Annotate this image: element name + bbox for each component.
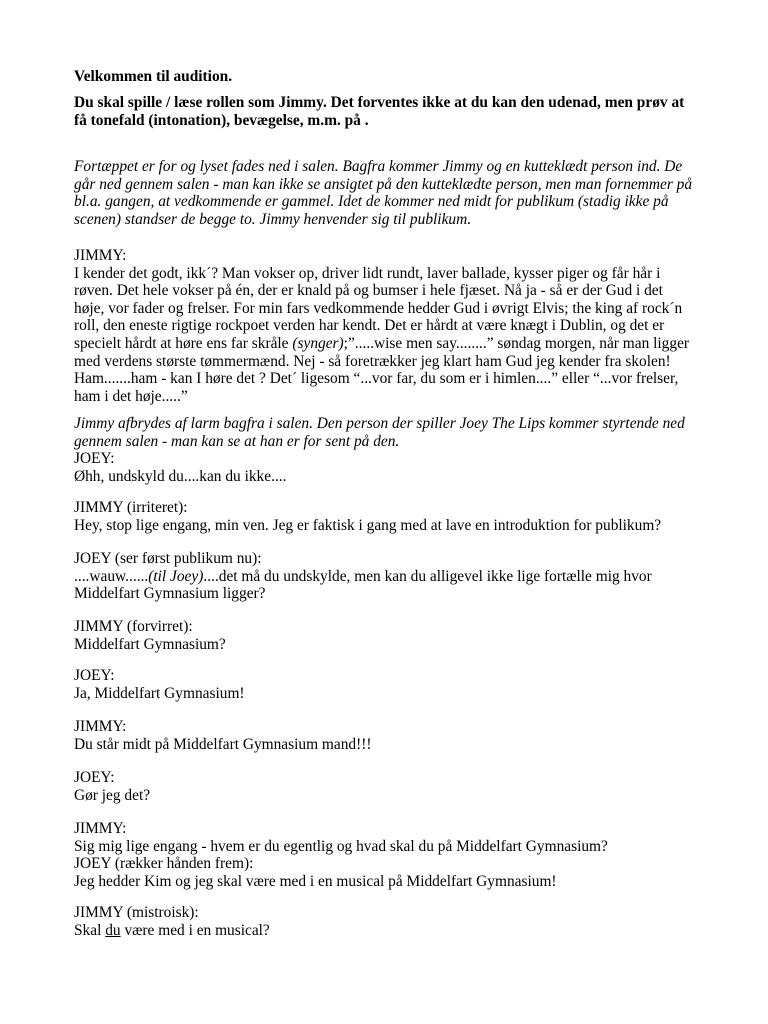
dialogue-block [74, 550, 714, 603]
dialogue-block [74, 667, 714, 702]
dialogue-block [74, 769, 714, 804]
dialogue-line [74, 568, 714, 586]
dialogue-line: Du står midt på Middelfart Gymnasium mand!!! [74, 735, 372, 753]
dialogue-block [74, 820, 714, 890]
dialogue-line: Gør jeg det? [74, 786, 151, 804]
text-run: ;”.....wise men say........” søndag morgen, når man ligger [343, 334, 690, 352]
text-run: Skal [74, 921, 106, 939]
dialogue-line: røven. Det hele vokser på én, der er knald på og bumser i hele fjæset. Nå ja - så er der Gud i det [74, 282, 663, 300]
dialogue-line: Ham.......ham - kan I høre det ? Det´ ligesom “...vor far, du som er i himlen....” eller “...vor frelser, [74, 370, 679, 388]
emphasis-underline: du [105, 921, 121, 939]
stage-direction-line: Fortæppet er for og lyset fades ned i salen. Bagfra kommer Jimmy og en kutteklædt person ind. De [74, 158, 683, 175]
stage-direction-line: bl.a. gangen, at vedkommende er gammel. Idet de kommer ned midt for publikum (stadig ikke på [74, 193, 669, 211]
stage-direction-opening [74, 158, 714, 228]
stage-direction-line: gennem salen - man kan se at han er for sent på den. [74, 432, 400, 450]
dialogue-line [74, 922, 714, 940]
dialogue-block [74, 618, 714, 653]
dialogue-line [74, 335, 714, 353]
dialogue-line: Sig mig lige engang - hvem er du egentlig og hvad skal du på Middelfart Gymnasium? [74, 837, 608, 855]
speaker-name: JIMMY (irriteret): [74, 499, 188, 516]
speaker-name: JOEY: [74, 769, 115, 786]
dialogue-line: høje, vor fader og frelser. For min fars vedkommende hedder Gud i øvrigt Elvis; the king af rock´n [74, 299, 683, 317]
dialogue-line: Middelfart Gymnasium ligger? [74, 585, 266, 603]
dialogue-line: med verdens største tømmermænd. Nej - så foretrækker jeg klart ham Gud jeg kender fra skolen! [74, 352, 671, 370]
speaker-name: JIMMY (forvirret): [74, 618, 193, 635]
stage-aside: (til Joey) [148, 567, 204, 585]
dialogue-block [74, 499, 714, 534]
speaker-name: JOEY (ser først publikum nu): [74, 550, 262, 567]
dialogue-line: roll, den eneste rigtige rockpoet verden har kendt. Det er hårdt at være knægt i Dublin, og det er [74, 317, 665, 335]
speaker-name: JOEY (rækker hånden frem): [74, 855, 254, 873]
dialogue-block [74, 904, 714, 939]
text-run: være med i en musical? [120, 921, 270, 939]
speaker-name: JIMMY: [74, 718, 127, 735]
dialogue-line: Hey, stop lige engang, min ven. Jeg er faktisk i gang med at lave en introduktion for publikum? [74, 516, 662, 534]
text-run: specielt hårdt at høre ens far skråle [74, 334, 293, 352]
speaker-name: JIMMY: [74, 247, 127, 264]
dialogue-line: Øhh, undskyld du....kan du ikke.... [74, 467, 287, 485]
instructions-line: Du skal spille / læse rollen som Jimmy. Det forventes ikke at du kan den udenad, men prøv at [74, 94, 685, 111]
dialogue-line: ham i det høje.....” [74, 387, 188, 405]
speaker-name: JOEY: [74, 450, 115, 468]
stage-direction-line: Jimmy afbrydes af larm bagfra i salen. Den person der spiller Joey The Lips kommer styrtende ned [74, 415, 685, 432]
welcome-heading: Velkommen til audition. [74, 68, 233, 85]
dialogue-block [74, 718, 714, 753]
text-run: ....det må du undskylde, men kan du alligevel ikke lige fortælle mig hvor [203, 567, 652, 585]
speaker-name: JOEY: [74, 667, 115, 684]
dialogue-line: I kender det godt, ikk´? Man vokser op, driver lidt rundt, laver ballade, kysser piger og får hår i [74, 264, 661, 282]
text-run: ....wauw...... [74, 567, 149, 585]
joey-entrance [74, 415, 714, 485]
stage-direction-line: scenen) standser de begge to. Jimmy henvender sig til publikum. [74, 210, 472, 228]
instructions-line: få tonefald (intonation), bevægelse, m.m. på . [74, 111, 369, 129]
jimmy-monologue [74, 247, 714, 405]
dialogue-line: Ja, Middelfart Gymnasium! [74, 684, 245, 702]
speaker-name: JIMMY (mistroisk): [74, 904, 199, 921]
dialogue-line: Jeg hedder Kim og jeg skal være med i en musical på Middelfart Gymnasium! [74, 872, 557, 890]
stage-direction-line: går ned gennem salen - man kan ikke se ansigtet på den kutteklædte person, men man fornemmer på [74, 175, 693, 193]
stage-aside: (synger) [292, 334, 344, 352]
dialogue-line: Middelfart Gymnasium? [74, 635, 226, 653]
speaker-name: JIMMY: [74, 820, 127, 837]
instructions [74, 94, 714, 129]
